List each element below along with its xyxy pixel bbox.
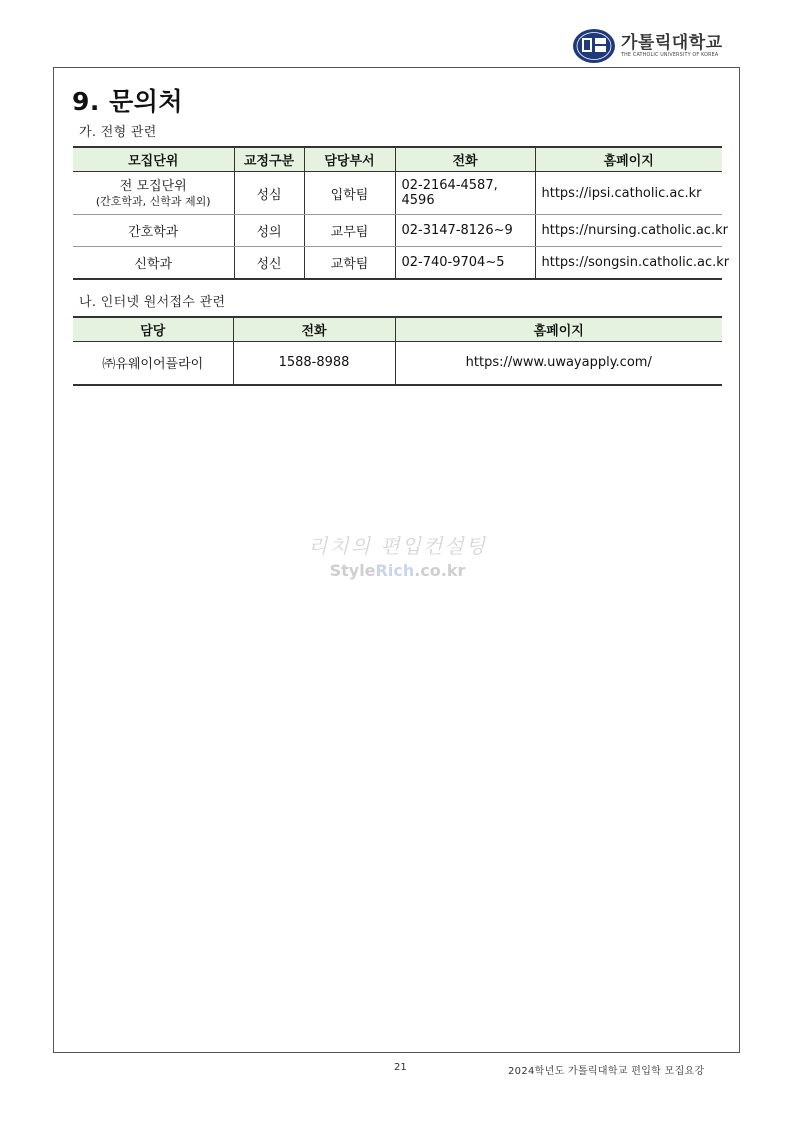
watermark-url: [290, 561, 505, 580]
watermark-part: Rich: [375, 561, 415, 580]
subsection-a-title: 가. 전형 관련: [79, 125, 157, 140]
watermark-part: .co.kr: [414, 561, 466, 580]
header-cell: 전화: [233, 317, 395, 342]
campus-cell: 성신: [234, 247, 304, 279]
admission-contact-table: [73, 146, 730, 280]
logo-subtitle: THE CATHOLIC UNIVERSITY OF KOREA: [621, 53, 719, 58]
table-row: [73, 342, 722, 385]
header-cell: 담당: [73, 317, 233, 342]
url-link[interactable]: https://www.uwayapply.com/: [395, 342, 722, 385]
dept-cell: 입학팀: [304, 172, 395, 215]
watermark-part: Style: [329, 561, 376, 580]
dept-cell: 교학팀: [304, 247, 395, 279]
unit-note: (간호학과, 신학과 제외): [95, 194, 211, 208]
page-number: 21: [394, 1062, 407, 1073]
unit-cell: 신학과: [73, 247, 234, 279]
header-cell: 교정구분: [234, 147, 304, 172]
table-row: [73, 215, 722, 247]
table-header-row: [73, 317, 722, 342]
header-cell: 전화: [395, 147, 535, 172]
watermark-korean: 리치의 편입컨설팅: [308, 534, 487, 558]
org-cell: ㈜유웨이어플라이: [73, 342, 233, 385]
subsection-b-title: 나. 인터넷 원서접수 관련: [79, 295, 226, 310]
header-cell: 담당부서: [304, 147, 395, 172]
campus-cell: 성심: [234, 172, 304, 215]
unit-cell: 간호학과: [73, 215, 234, 247]
table-row: [73, 247, 722, 279]
document-title: 2024학년도 가톨릭대학교 편입학 모집요강: [508, 1066, 705, 1077]
section-title: 9. 문의처: [72, 87, 184, 116]
online-application-table: [73, 316, 722, 386]
phone-cell: 02-2164-4587, 4596: [395, 172, 535, 215]
university-emblem-icon: [572, 28, 616, 64]
url-link[interactable]: https://songsin.catholic.ac.kr: [535, 247, 722, 279]
phone-cell: 02-740-9704~5: [395, 247, 535, 279]
url-link[interactable]: https://nursing.catholic.ac.kr: [535, 215, 722, 247]
dept-cell: 교무팀: [304, 215, 395, 247]
watermark: [290, 530, 505, 580]
unit-name: 전 모집단위: [119, 178, 187, 194]
phone-cell: 02-3147-8126~9: [395, 215, 535, 247]
header-cell: 모집단위: [73, 147, 234, 172]
campus-cell: 성의: [234, 215, 304, 247]
table-row: [73, 172, 722, 215]
university-logo: [572, 28, 724, 64]
unit-cell: [73, 172, 234, 215]
header-cell: 홈페이지: [535, 147, 722, 172]
url-link[interactable]: https://ipsi.catholic.ac.kr: [535, 172, 722, 215]
logo-title: 가톨릭대학교: [621, 33, 723, 53]
phone-cell: 1588-8988: [233, 342, 395, 385]
table-header-row: [73, 147, 722, 172]
header-cell: 홈페이지: [395, 317, 722, 342]
